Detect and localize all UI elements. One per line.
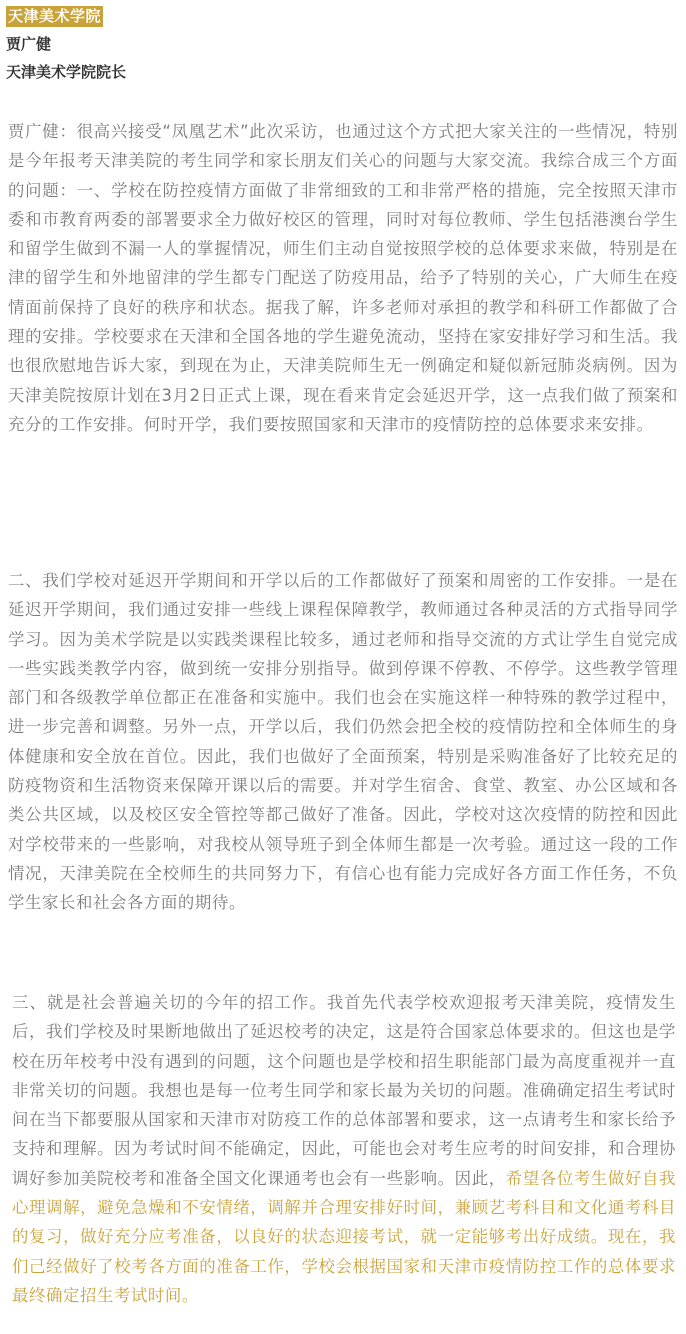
paragraph-point-three-text: 三、就是社会普遍关切的今年的招工作。我首先代表学校欢迎报考天津美院，疫情发生后，我们学校及时果断地做出了延迟校考的决定，这是符合国家总体要求的。但这也是学校在历年校考中没有遇到的问题，这个问题也是学校和招生职能部门最为高度重视并一直非常关切的问题。我想也是每一位考生同学和家长最为关切的问题。准确确定招生考试时间在当下都要服从国家和天津市对防疫工作的总体部署和要求，这一点请考生和家长给予支持和理解。因为考试时间不能确定，因此，可能也会对考生应考的时间安排，和合理协调好参加美院校考和准备全国文化课通考也会有一些影响。因此， (12, 993, 676, 1188)
paragraph-point-two: 二、我们学校对延迟开学期间和开学以后的工作都做好了预案和周密的工作安排。一是在延迟开学期间，我们通过安排一些线上课程保障教学，教师通过各种灵活的方式指导同学学习。因为美术学院是以实践类课程比较多，通过老师和指导交流的方式让学生自觉完成一些实践类教学内容，做到统一安排分别指导。做到停课不停教、不停学。这些教学管理部门和各级教学单位都正在准备和实施中。我们也会在实施这样一种特殊的教学过程中，进一步完善和调整。另外一点，开学以后，我们仍然会把全校的疫情防控和全体师生的身体健康和安全放在首位。因此，我们也做好了全面预案，特别是采购准备好了比较充足的防疫物资和生活物资来保障开课以后的需要。并对学生宿舍、食堂、教室、办公区域和各类公共区域，以及校区安全管控等都己做好了准备。因此，学校对这次疫情的防控和因此对学校带来的一些影响，对我校从领导班子到全体师生都是一次考验。通过这一段的工作情况，天津美院在全校师生的共同努力下，有信心也有能力完成好各方面工作任务，不负学生家长和社会各方面的期待。 (8, 571, 678, 913)
highlighted-advice-text: 希望各位考生做好自我心理调解，避免急燥和不安情绪，调解并合理安排好时间，兼顾艺考科目和文化通考科目的复习，做好充分应考准备，以良好的状态迎接考试，就一定能够考出好成绩。现在，我们己经做好了校考各方面的准备工作，学校会根据国家和天津市疫情防控工作的总体要求最终确定招生考试时间。 (12, 1168, 676, 1305)
paragraph-intro-and-point-one: 贾广健：很高兴接受“凤凰艺术”此次采访，也通过这个方式把大家关注的一些情况，特别是今年报考天津美院的考生同学和家长朋友们关心的问题与大家交流。我综合成三个方面的问题：一、学校在防控疫情方面做了非常细致的工和非常严格的措施，完全按照天津市委和市教育两委的部署要求全力做好校区的管理，同时对每位教师、学生包括港澳台学生和留学生做到不漏一人的掌握情况，师生们主动自觉按照学校的总体要求来做，特别是在津的留学生和外地留津的学生都专门配送了防疫用品，给予了特别的关心，广大师生在疫情面前保持了良好的秩序和状态。据我了解，许多老师对承担的教学和科研工作都做了合理的安排。学校要求在天津和全国各地的学生避免流动，坚持在家安排好学习和生活。我也很欣慰地告诉大家，到现在为止，天津美院师生无一例确定和疑似新冠肺炎病例。因为天津美院按原计划在3月2日正式上课，现在看来肯定会延迟开学，这一点我们做了预案和充分的工作安排。何时开学，我们要按照国家和天津市的疫情防控的总体要求来安排。 (8, 122, 678, 434)
paragraph-point-three (12, 988, 676, 1310)
school-name-tag: 天津美术学院 (8, 7, 102, 25)
article-header (6, 6, 676, 83)
interviewee-title: 天津美术学院院长 (6, 63, 127, 81)
interviewee-name: 贾广健 (6, 35, 52, 53)
